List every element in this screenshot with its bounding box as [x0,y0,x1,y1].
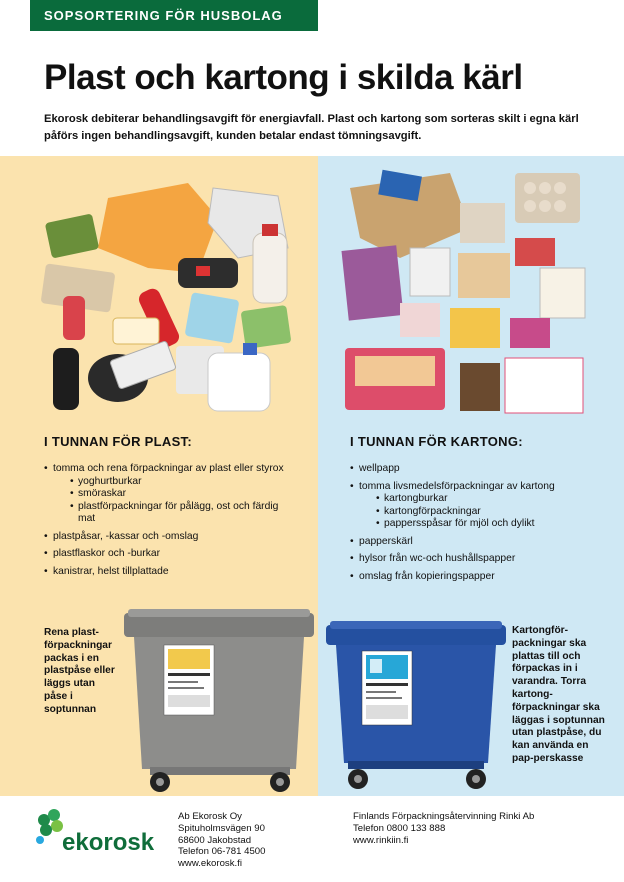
list-item: • kanistrar, helst tillplattade [44,566,284,579]
ekorosk-contact: Ab Ekorosk Oy Spituholmsvägen 90 68600 Jakobstad Telefon 06-781 4500 www.ekorosk.fi [178,811,266,870]
cardboard-list [350,463,590,588]
list-item: • tomma och rena förpackningar av plast eller styrox • yoghurtburkar • smöraskar • plastförpackningar för pålägg, ost och färdig mat [44,463,284,526]
plastic-packaging-photo [38,178,300,418]
list-subitem: • yoghurtburkar [70,476,284,489]
rinki-website-link[interactable]: www.rinkiin.fi [353,834,409,846]
ekorosk-logo [32,806,162,856]
list-item: • papperskärl [350,536,590,549]
list-subitem: • kartongförpackningar [376,506,590,519]
page-title: Plast och kartong i skilda kärl [44,58,523,97]
list-subitem: • plastförpackningar för pålägg, ost och färdig mat [70,501,284,526]
category-banner: SOPSORTERING FÖR HUSBOLAG [30,0,318,31]
list-item: • tomma livsmedelsförpackningar av kartong • kartongburkar • kartongförpackningar • pappersspåsar för mjöl och dylikt [350,481,590,531]
list-item: • hylsor från wc-och hushållspapper [350,553,590,566]
list-subitem: • kartongburkar [376,493,590,506]
list-item: • plastpåsar, -kassar och -omslag [44,531,284,544]
list-item: • wellpapp [350,463,590,476]
plastic-caption: Rena plast-förpackningar packas i en plastpåse eller läggs utan påse i soptunnan [44,627,115,715]
plastic-bin [124,609,314,800]
logo-text: ekorosk [62,829,155,856]
rinki-contact: Finlands Förpackningsåtervinning Rinki Ab Telefon 0800 133 888 www.rinkiin.fi [353,811,535,846]
list-subitem: • pappersspåsar för mjöl och dylikt [376,518,590,531]
list-item: • omslag från kopieringspapper [350,571,590,584]
plastic-heading: I TUNNAN FÖR PLAST: [44,434,192,449]
list-subitem: • smöraskar [70,488,284,501]
intro-text: Ekorosk debiterar behandlingsavgift för energiavfall. Plast och kartong som sorteras skilt i egna kärl påförs ingen behandlingsavgift, kunden betalar endast tömningsavgift. [44,113,579,142]
cardboard-heading: I TUNNAN FÖR KARTONG: [350,434,523,449]
list-item: • plastflaskor och -burkar [44,548,284,561]
cardboard-caption: Kartongför-packningar ska plattas till och förpackas in i varandra. Torra kartong-förpackningar ska läggas i soptunnan utan plastpåse, du kan använda en pap-perskasse [512,625,605,764]
plastic-list [44,463,284,583]
ekorosk-website-link[interactable]: www.ekorosk.fi [178,858,242,870]
cardboard-packaging-photo [340,168,590,418]
cardboard-bin [326,621,506,798]
